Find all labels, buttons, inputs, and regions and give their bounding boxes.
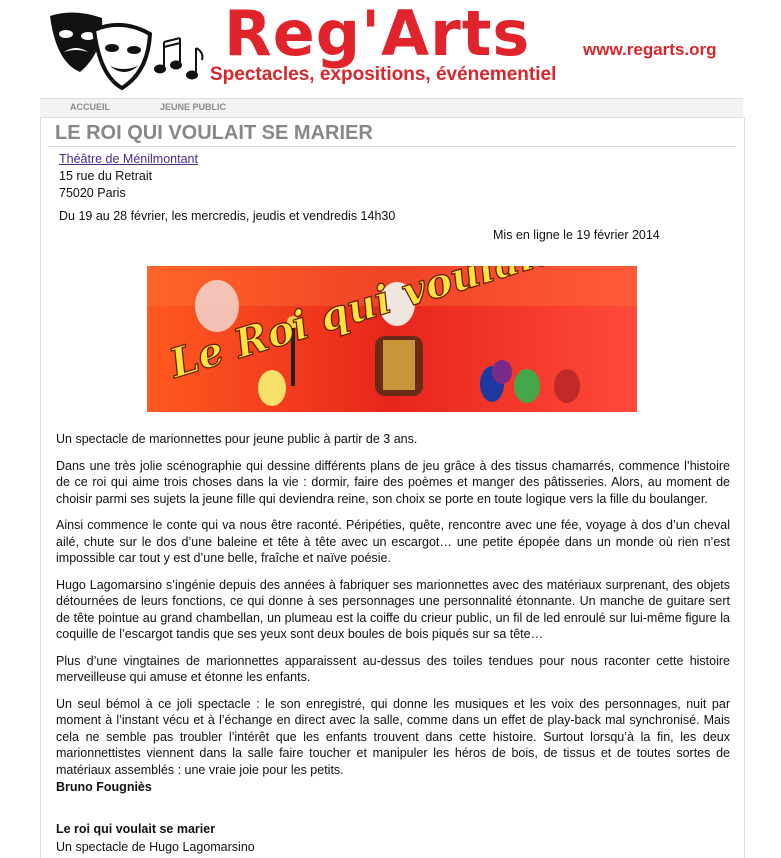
site-header — [0, 0, 781, 96]
venue-address-line1: 15 rue du Retrait — [59, 169, 153, 183]
page-title: LE ROI QUI VOULAIT SE MARIER — [55, 122, 373, 144]
article-paragraph: Plus d’une vingtaines de marionnettes apparaissent au-dessus des toiles tendues pour nous raconter cette histoire merveilleuse qui amuse et étonne les enfants. — [56, 653, 730, 684]
article-paragraph: Un spectacle de marionnettes pour jeune public à partir de 3 ans. — [56, 432, 418, 446]
article-body — [56, 431, 730, 788]
article-author: Bruno Fougniès — [56, 780, 152, 794]
posted-date: Mis en ligne le 19 février 2014 — [493, 228, 660, 242]
main-nav — [40, 98, 743, 118]
nav-item-jeune-public[interactable]: JEUNE PUBLIC — [160, 102, 227, 112]
show-dates: Du 19 au 28 février, les mercredis, jeudis et vendredis 14h30 — [59, 209, 396, 223]
article-paragraph: Hugo Lagomarsino s’ingénie depuis des années à fabriquer ses marionnettes avec des matériaux surprenant, des objets détournées de leurs fonctions, ce qui donne à ses personnages une personnalité étonnante. Un manche de guitare sert de tête pointue au grand chambellan, un plumeau est la coiffe du crieur public, un fil de led enroulé sur lui-même figure la coquille de l’escargot tandis que ses yeux sont deux boules de bois piqués sur sa tête… — [56, 577, 730, 641]
article-paragraph: Dans une très jolie scénographie qui dessine différents plans de jeu grâce à des tissus chamarrés, commence l’histoire de ce roi qui aime trois choses dans la vie : dormir, faire des poèmes et manger des pâtisseries. Alors, au moment de choisir parmi ses sujets la jeune fille qui deviendra reine, son choix se porte en toute logique vers la fille du boulanger. — [56, 458, 730, 506]
credit-subtitle: Un spectacle de Hugo Lagomarsino — [56, 840, 255, 854]
venue-link[interactable]: Théâtre de Ménilmontant — [59, 152, 198, 166]
article-paragraph: Ainsi commence le conte qui va nous être raconté. Péripéties, quête, rencontre avec une fée, voyage à dos d’un cheval ailé, chute sur le dos d’une baleine et tête à tête avec un escargot… une petite épopée dans un monde où rien n’est impossible car tout y est d’une belle, fraîche et naïve poésie. — [56, 518, 730, 565]
site-tagline: Spectacles, expositions, événementiel — [210, 64, 557, 85]
nav-item-accueil[interactable]: ACCUEIL — [70, 102, 110, 112]
credit-title: Le roi qui voulait se marier — [56, 822, 216, 836]
theatre-masks-logo-icon — [44, 8, 156, 92]
show-banner-image — [147, 266, 637, 412]
venue-address-line2: 75020 Paris — [59, 186, 126, 200]
venue-block — [59, 151, 198, 202]
music-notes-icon — [150, 28, 210, 88]
site-url[interactable]: www.regarts.org — [583, 40, 717, 59]
site-logo-title[interactable]: Reg'Arts — [224, 0, 531, 70]
title-divider — [48, 146, 736, 147]
article-paragraph: Un seul bémol à ce joli spectacle : le son enregistré, qui donne les musiques et les voix des personnages, nuit par moment à l’instant vécu et à l’échange en direct avec la salle, comme dans un effet de play-back mal synchronisé. Mais cela ne semble pas troubler l’intérêt que les enfants trouvent dans cette histoire. Surtout lorsqu’à la fin, les deux marionnettistes viennent dans la salle faire toucher et manipuler les héros de bois, de tissus et de toutes sortes de matériaux assemblés : une vraie joie pour les petits. — [56, 696, 730, 777]
